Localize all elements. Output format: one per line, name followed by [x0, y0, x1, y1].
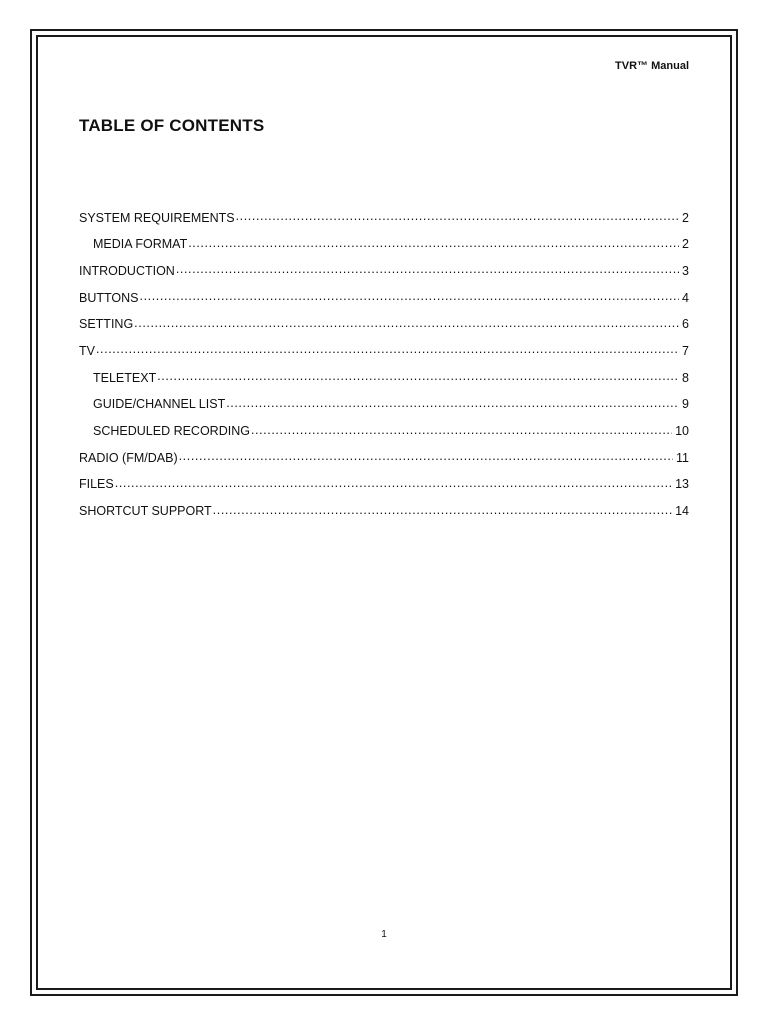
toc-entry-page: 11 [676, 450, 689, 465]
toc-entry-page: 4 [682, 290, 689, 305]
toc-dot-leader [96, 342, 679, 355]
toc-entry-label: SYSTEM REQUIREMENTS [79, 210, 235, 225]
toc-entry-tv[interactable] [79, 342, 689, 369]
toc-dot-leader [157, 369, 679, 382]
toc-entry-radio[interactable] [79, 449, 689, 476]
toc-entry-page: 8 [682, 370, 689, 385]
toc-entry-label: RADIO (FM/DAB) [79, 450, 178, 465]
toc-entry-introduction[interactable] [79, 262, 689, 289]
toc-entry-label: FILES [79, 477, 114, 492]
toc-dot-leader [251, 423, 672, 436]
toc-dot-leader [236, 209, 679, 222]
toc-entry-page: 2 [682, 237, 689, 252]
toc-dot-leader [226, 396, 679, 409]
toc-dot-leader [115, 476, 672, 489]
page-number: 1 [381, 929, 387, 940]
toc-entry-label: SETTING [79, 317, 134, 332]
toc-entry-label: SHORTCUT SUPPORT [79, 504, 212, 519]
toc-entry-label: BUTTONS [79, 290, 139, 305]
toc-dot-leader [140, 289, 680, 302]
toc-entry-label: TV [79, 343, 95, 358]
toc-entry-label: TELETEXT [93, 370, 157, 385]
toc-entry-files[interactable] [79, 476, 689, 503]
toc-entry-page: 3 [682, 263, 689, 278]
toc-entry-teletext[interactable] [79, 369, 689, 396]
toc-entry-page: 6 [682, 317, 689, 332]
running-header: TVR™ Manual [615, 60, 689, 72]
toc-entry-page: 10 [675, 424, 689, 438]
toc-entry-label: MEDIA FORMAT [93, 237, 188, 252]
toc-entry-page: 9 [682, 397, 689, 412]
toc-entry-page: 7 [682, 343, 689, 358]
toc-entry-buttons[interactable] [79, 289, 689, 316]
toc-dot-leader [134, 316, 679, 329]
toc-title: TABLE OF CONTENTS [79, 116, 265, 135]
toc-entry-label: SCHEDULED RECORDING [93, 424, 250, 438]
toc-dot-leader [179, 449, 673, 462]
toc-list [79, 209, 689, 529]
toc-entry-page: 14 [675, 504, 689, 519]
toc-entry-label: GUIDE/CHANNEL LIST [93, 397, 226, 412]
toc-dot-leader [188, 236, 679, 249]
toc-entry-page: 2 [682, 210, 689, 225]
toc-entry-guide-channel-list[interactable] [79, 396, 689, 423]
toc-dot-leader [176, 262, 679, 275]
toc-entry-shortcut-support[interactable] [79, 503, 689, 530]
toc-entry-system-requirements[interactable] [79, 209, 689, 236]
toc-entry-scheduled-recording[interactable] [79, 423, 689, 450]
toc-entry-page: 13 [675, 477, 689, 492]
toc-entry-setting[interactable] [79, 316, 689, 343]
toc-dot-leader [213, 503, 672, 516]
toc-entry-label: INTRODUCTION [79, 263, 175, 278]
toc-entry-media-format[interactable] [79, 236, 689, 263]
